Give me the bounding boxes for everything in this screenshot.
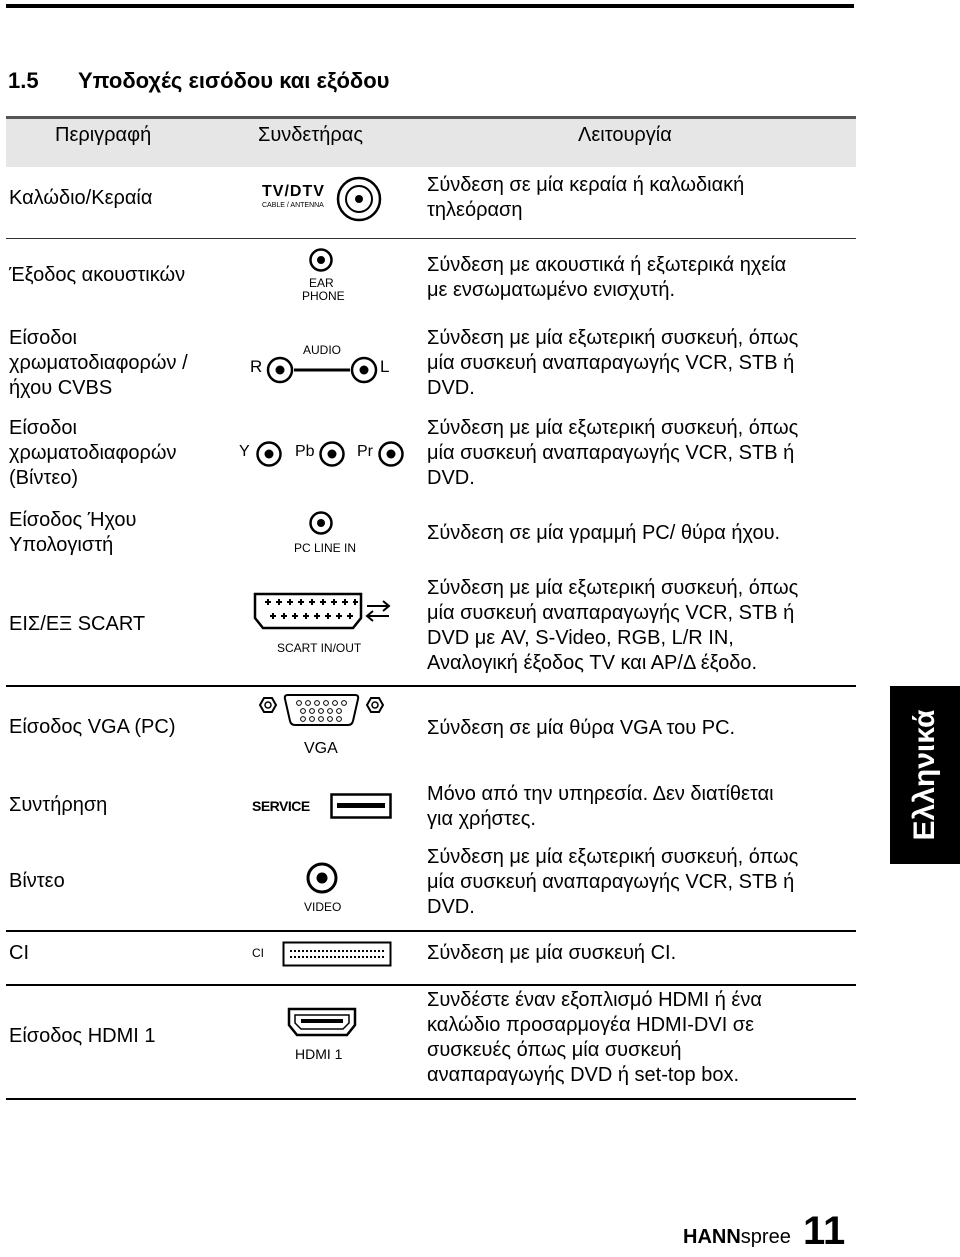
vga-port-icon [255, 693, 390, 733]
func-pc-audio: Σύνδεση σε μία γραμμή PC/ θύρα ήχου. [427, 522, 781, 544]
audio-l-label: L [380, 357, 390, 376]
brand-logo [683, 1226, 791, 1249]
audio-label: AUDIO [303, 343, 342, 357]
header-function: Λειτουργία [578, 124, 672, 146]
audio-r-label: R [250, 357, 263, 376]
row-separator [6, 984, 856, 986]
pb-label: Pb [295, 443, 315, 460]
desc-scart: ΕΙΣ/ΕΞ SCART [9, 613, 146, 635]
desc-cvbs: Είσοδοι χρωματοδιαφορών / ήχου CVBS [9, 327, 188, 399]
pc-line-in-jack-icon [309, 511, 333, 535]
func-cvbs: Σύνδεση με μία εξωτερική συσκευή, όπως μία συσκευή αναπαραγωγής VCR, STB ή DVD. [427, 327, 799, 399]
section-heading: Υποδοχές εισόδου και εξόδου [78, 68, 390, 93]
usb-service-port-icon [330, 793, 392, 819]
header-description: Περιγραφή [55, 124, 152, 146]
y-jack-icon [256, 441, 282, 467]
func-component: Σύνδεση με μία εξωτερική συσκευή, όπως μία συσκευή αναπαραγωγής VCR, STB ή DVD. [427, 417, 799, 489]
earphone-jack-icon [309, 248, 333, 272]
func-hdmi: Συνδέστε έναν εξοπλισμό HDMI ή ένα καλώδιο προσαρμογέα HDMI-DVI σε συσκευές όπως μία συσκευή αναπαραγωγής DVD ή set-top box. [427, 989, 762, 1086]
desc-cable-antenna: Καλώδιο/Κεραία [9, 187, 153, 209]
audio-rl-jacks-icon [266, 356, 378, 384]
header-connector: Συνδετήρας [258, 124, 363, 146]
section-title [8, 68, 390, 94]
pr-label: Pr [357, 443, 373, 460]
func-earphone: Σύνδεση με ακουστικά ή εξωτερικά ηχεία με ενσωματωμένο ενισχυτή. [427, 254, 787, 301]
desc-video: Βίντεο [9, 870, 65, 892]
desc-service: Συντήρηση [9, 794, 108, 816]
func-scart: Σύνδεση με μία εξωτερική συσκευή, όπως μία συσκευή αναπαραγωγής VCR, STB ή DVD με AV, S-Video, RGB, L/R IN, Αναλογική έξοδος TV και ΑΡ/Δ έξοδο. [427, 577, 799, 674]
page-number: 11 [803, 1209, 846, 1253]
desc-component: Είσοδοι χρωματοδιαφορών (Βίντεο) [9, 417, 177, 489]
section-number: 1.5 [8, 68, 39, 93]
hdmi-port-icon [287, 1007, 357, 1037]
top-rule [6, 4, 854, 8]
desc-earphone: Έξοδος ακουστικών [9, 264, 186, 286]
ci-label: CI [252, 946, 264, 960]
desc-hdmi: Είσοδος HDMI 1 [9, 1025, 156, 1047]
service-label: SERVICE [252, 798, 310, 814]
brand-bold: HANN [683, 1226, 741, 1248]
func-cable-antenna: Σύνδεση σε μία κεραία ή καλωδιακή τηλεόραση [427, 174, 745, 221]
pr-jack-icon [378, 441, 404, 467]
scart-label: SCART IN/OUT [277, 641, 362, 655]
video-label: VIDEO [304, 900, 342, 914]
func-video: Σύνδεση με μία εξωτερική συσκευή, όπως μία συσκευή αναπαραγωγής VCR, STB ή DVD. [427, 846, 799, 918]
func-vga: Σύνδεση σε μία θύρα VGA του PC. [427, 717, 736, 739]
vga-label: VGA [304, 740, 338, 757]
row-separator [6, 238, 856, 239]
y-label: Y [239, 443, 250, 460]
language-tab-label: Ελληνικά [908, 709, 941, 841]
antenna-jack-icon [336, 176, 382, 222]
ci-slot-icon [282, 941, 392, 967]
desc-ci: CI [9, 942, 29, 964]
table-bottom-rule [6, 1098, 856, 1100]
scart-port-icon [253, 592, 393, 632]
func-ci: Σύνδεση με μία συσκευή CI. [427, 942, 677, 964]
desc-vga: Είσοδος VGA (PC) [9, 716, 176, 738]
pb-jack-icon [319, 441, 345, 467]
video-jack-icon [306, 862, 338, 894]
brand-light: spree [740, 1226, 791, 1248]
desc-pc-audio: Είσοδος Ήχου Υπολογιστή [9, 509, 137, 556]
pc-line-in-label: PC LINE IN [294, 541, 357, 555]
cable-antenna-label: CABLE / ANTENNA [262, 202, 324, 209]
hdmi-label: HDMI 1 [295, 1046, 343, 1062]
phone-label: PHONE [302, 289, 345, 303]
func-service: Μόνο από την υπηρεσία. Δεν διατίθεται για χρήστες. [427, 783, 774, 830]
ear-label: EAR [309, 276, 334, 290]
language-tab [890, 686, 960, 864]
row-separator [6, 930, 856, 932]
row-separator [6, 685, 856, 687]
tv-dtv-label: TV/DTV [262, 183, 325, 200]
